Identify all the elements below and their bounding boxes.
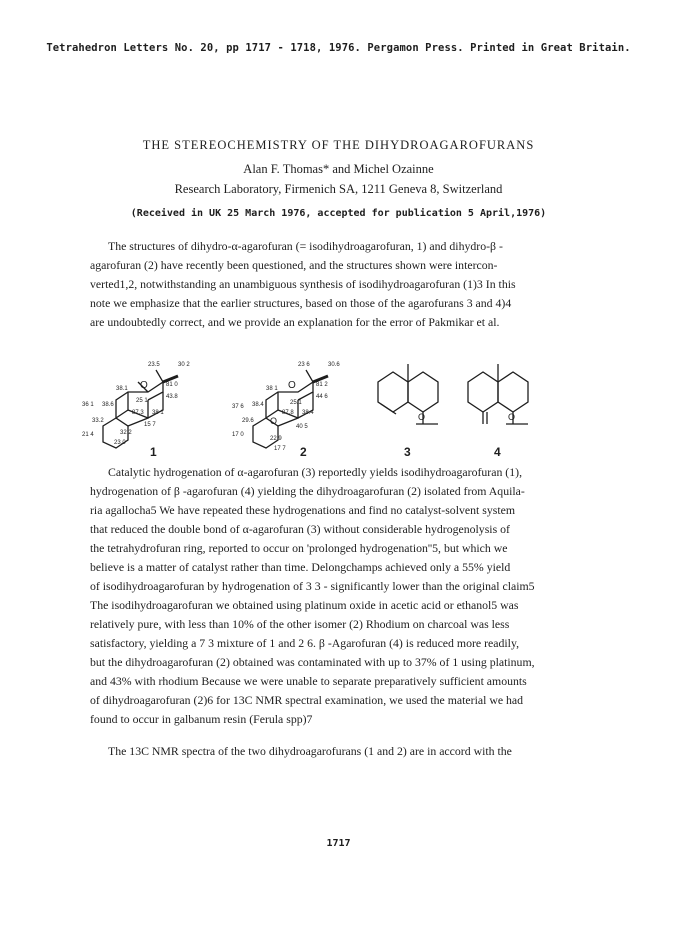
svg-text:O: O (418, 412, 426, 422)
text-line: hydrogenation of β -agarofuran (4) yielding the dihydroagarofuran (2) isolated from Aquila- (90, 484, 525, 498)
shift-label: 17 0 (232, 432, 244, 438)
compound-number: 2 (300, 445, 307, 459)
intro-paragraph (90, 237, 610, 332)
text-line: Catalytic hydrogenation of α-agarofuran (3) reportedly yields isodihydroagarofuran (1), (108, 465, 523, 479)
shift-label: 17 7 (274, 446, 286, 452)
text-line: ria agallocha5 We have repeated these hydrogenations and find no catalyst-solvent system (90, 503, 516, 517)
compound-number: 1 (150, 445, 157, 459)
shift-label: 38.4 (252, 402, 264, 408)
text-line: The structures of dihydro-α-agarofuran (= isodihydroagarofuran, 1) and dihydro-β - (108, 239, 503, 253)
paper-title: THE STEREOCHEMISTRY OF THE DIHYDROAGAROFURANS (142, 138, 535, 152)
shift-label: 38 1 (266, 386, 278, 392)
final-paragraph (90, 742, 610, 761)
text-line: the tetrahydrofuran ring, reported to occur on 'prolonged hydrogenation''5, but which we (90, 541, 508, 555)
shift-label: 30 2 (178, 362, 190, 368)
svg-text:O: O (508, 412, 516, 422)
text-line: but the dihydroagarofuran (2) obtained was contaminated with up to 37% of 1 using platinum, (90, 655, 535, 669)
text-line: and 43% with rhodium Because we were unable to separate preparatively sufficient amounts (90, 674, 527, 688)
text-line: that reduced the double bond of α-agarofuran (3) without considerable hydrogenolysis of (90, 522, 510, 536)
affiliation: Research Laboratory, Firmenich SA, 1211 Geneva 8, Switzerland (174, 182, 503, 196)
shift-label: 23.0 (114, 440, 126, 446)
shift-label: 43.8 (166, 394, 178, 400)
shift-label: 36 1 (82, 402, 94, 408)
shift-label: 23 6 (298, 362, 310, 368)
text-line: satisfactory, yielding a 7 3 mixture of 1 and 2 6. β -Agarofuran (4) is reduced more readily, (90, 636, 520, 650)
shift-label: 81 2 (316, 382, 328, 388)
shift-label: 15 7 (144, 422, 156, 428)
shift-label: 32 2 (120, 430, 132, 436)
shift-label: 38.6 (102, 402, 114, 408)
page-number: 1717 (326, 838, 351, 849)
svg-text:O: O (270, 416, 278, 426)
text-line: agarofuran (2) have recently been questioned, and the structures shown were intercon- (90, 258, 498, 272)
shift-label: 37 6 (232, 404, 244, 410)
compound-number: 4 (494, 445, 501, 459)
text-line: of dihydroagarofuran (2)6 for 13C NMR spectral examination, we used the material we had (90, 693, 524, 707)
structure-4 (468, 364, 528, 424)
text-line: The isodihydroagarofuran we obtained using platinum oxide in acetic acid or ethanol5 was (90, 598, 519, 612)
shift-label: 81 0 (166, 382, 178, 388)
shift-label: 44 6 (316, 394, 328, 400)
structure-3 (378, 364, 438, 424)
shift-label: 38.4 (302, 410, 314, 416)
shift-label: 40 5 (296, 424, 308, 430)
text-line: believe is a matter of catalyst rather than time. Delongchamps achieved only a 55% yield (90, 560, 511, 574)
shift-label: 87.3 (132, 410, 144, 416)
shift-label: 87.8 (282, 410, 294, 416)
structures-figure (78, 352, 608, 462)
shift-label: 29.6 (242, 418, 254, 424)
svg-text:O: O (140, 380, 148, 391)
shift-label: 23.5 (148, 362, 160, 368)
text-line: of isodihydroagarofuran by hydrogenation of 3 3 - significantly lower than the original claim5 (90, 579, 535, 593)
shift-labels-1 (82, 362, 190, 446)
text-line: found to occur in galbanum resin (Ferula spp)7 (90, 712, 313, 726)
shift-label: 30.6 (328, 362, 340, 368)
text-line: relatively pure, with less than 10% of the other isomer (2) Rhodium on charcoal was less (90, 617, 510, 631)
shift-label: 38.1 (116, 386, 128, 392)
compound-number: 3 (404, 445, 411, 459)
text-line: verted1,2, notwithstanding an unambiguous synthesis of isodihydroagarofuran (1)3 In this (90, 277, 516, 291)
shift-label: 22 9 (270, 436, 282, 442)
shift-label: 33.2 (92, 418, 104, 424)
text-line: The 13C NMR spectra of the two dihydroagarofurans (1 and 2) are in accord with the (108, 744, 512, 758)
text-line: are undoubtedly correct, and we provide an explanation for the error of Pakmikar et al. (90, 315, 500, 329)
shift-label: 21 4 (82, 432, 94, 438)
shift-label: 25.1 (290, 400, 302, 406)
text-line: note we emphasize that the earlier structures, based on those of the agarofurans 3 and 4)4 (90, 296, 512, 310)
svg-text:O: O (288, 380, 296, 391)
authors: Alan F. Thomas* and Michel Ozainne (243, 162, 434, 176)
shift-label: 25 1 (136, 398, 148, 404)
shift-labels-2 (232, 362, 340, 452)
shift-label: 38 1 (152, 410, 164, 416)
received-date: (Received in UK 25 March 1976, accepted for publication 5 April,1976) (130, 208, 547, 219)
journal-header: Tetrahedron Letters No. 20, pp 1717 - 1718, 1976. Pergamon Press. Printed in Great Britain. (46, 42, 631, 54)
body-paragraph (90, 463, 610, 729)
